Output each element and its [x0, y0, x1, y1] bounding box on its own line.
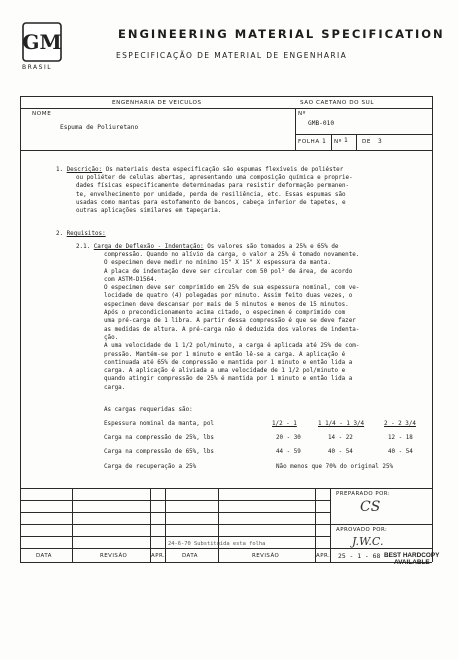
name-value: Espuma de Poliuretano [60, 124, 139, 131]
document-title: ENGINEERING MATERIAL SPECIFICATION [118, 27, 445, 41]
svg-text:GM: GM [22, 30, 62, 54]
issue-date: 25 - 1 - 68 [338, 552, 381, 560]
section-2-1-body: compressão. Quando no alívio da carga, o valor a 25% é tomado novamente. O especimen deve medir no mínimo 15" X 15" X espessura da manta. A placa de indentação deve ser circular com 50 pol² de área, de acordo com ASTM-D1564. O especimen deve ser comprimido em 25% de sua espessura nominal, com ve- locidade de quatro (4) polegadas por minuto. Assim feito duas vezes, o especimen deve descansar por mais de 5 minutos e menos de 15 minutos. Após o precondicionamento acima citado, o especimen é comprimido com uma pré-carga de 1 libra. A partir dessa compressão é que se deve fazer as medidas de altura. A pré-carga não é deduzida dos valores de indenta- ção. A uma velocidade de 1 1/2 pol/minuto, a carga é aplicada até 25% de com- pressão. Mantém-se por 1 minuto e então lê-se a carga. A aplicação é continuada até 65% de compressão e mantida por 1 minuto e então lida a carga. A aplicação é aliviada a uma velocidade de 1 1/2 pol/minuto e quando atingir compressão de 25% é mantida por 1 minuto e então lida a carga. [104, 252, 360, 391]
number-label: Nº [298, 111, 307, 117]
best-copy-stamp: BEST HARDCOPY AVAILABLE [384, 552, 440, 567]
col-revisao-2: REVISÃO [252, 553, 280, 559]
sheet-total: 3 [378, 138, 382, 145]
table-cell: 1 1/4 - 1 3/4 [318, 421, 365, 427]
sheet-number: 1 [322, 138, 326, 145]
sheet-label: FOLHA [298, 139, 320, 145]
sheet-de-label: DE [362, 139, 372, 145]
table-row-label: Espessura nominal da manta, pol [104, 421, 214, 427]
approved-by-label: APROVADO POR: [336, 527, 388, 533]
col-data: DATA [36, 553, 52, 559]
table-cell: 20 - 30 [276, 435, 301, 441]
sheet-num-label: Nº [334, 139, 343, 145]
table-cell: 2 - 2 3/4 [384, 421, 416, 427]
table-cell: 44 - 59 [276, 449, 301, 455]
table-cell: 40 - 54 [328, 449, 353, 455]
table-cell: 12 - 18 [388, 435, 413, 441]
sheet-of: 1 [344, 137, 348, 144]
col-revisao: REVISÃO [100, 553, 128, 559]
gm-logo [22, 22, 62, 62]
section-2-1: 2.1. Carga de Deflexão - Indentação: Os valores são tomados a 25% e 65% de [76, 244, 339, 250]
name-label: NOME [32, 111, 52, 117]
section-1: 1. Descrição: Os materiais desta especificação são espumas flexíveis de poliéster [56, 167, 344, 173]
section-1-heading: Descrição: [66, 167, 103, 173]
section-2-heading: 2. Requisitos: [56, 231, 106, 237]
table-cell: 1/2 - 1 [272, 421, 297, 427]
table-row-label: Carga de recuperação a 25% [104, 464, 197, 470]
document-subtitle: ESPECIFICAÇÃO DE MATERIAL DE ENGENHARIA [116, 51, 348, 60]
location-label: SAO CAETANO DO SUL [300, 100, 375, 106]
prepared-by-label: PREPARADO POR: [336, 491, 391, 497]
col-data-2: DATA [182, 553, 198, 559]
table-row-label: Carga na compressão de 25%, lbs [104, 435, 214, 441]
col-apr-2: APR. [316, 553, 331, 559]
loads-title: As cargas requeridas são: [104, 407, 193, 413]
table-cell: Não menos que 70% do original 25% [276, 464, 394, 470]
section-1-body: ou poliéter de celulas abertas, apresentando uma composição química e proprie- dades físicas especificamente determinadas para resistir deformação permanen- te, envelhecimento por umidade, perda de resiliência, etc. Essas espumas são usadas como mantas para estofamento de bancos, cabeça inferior de tapetes, e outras aplicações similares em tapeçaria. [76, 175, 353, 215]
revision-entry: 24-6-70 Substituída esta folha [168, 541, 266, 547]
table-cell: 14 - 22 [328, 435, 353, 441]
col-apr: APR. [151, 553, 166, 559]
approver-signature: J.W.C. [352, 535, 384, 548]
section-2-1-heading: Carga de Deflexão - Indentação: [93, 244, 204, 250]
brand-label: BRASIL [22, 64, 53, 71]
spec-number: GMB-010 [308, 120, 335, 127]
preparer-signature: CS [360, 499, 381, 515]
table-cell: 40 - 54 [388, 449, 413, 455]
table-row-label: Carga na compressão de 65%, lbs [104, 449, 214, 455]
department-label: ENGENHARIA DE VEICULOS [112, 100, 202, 106]
